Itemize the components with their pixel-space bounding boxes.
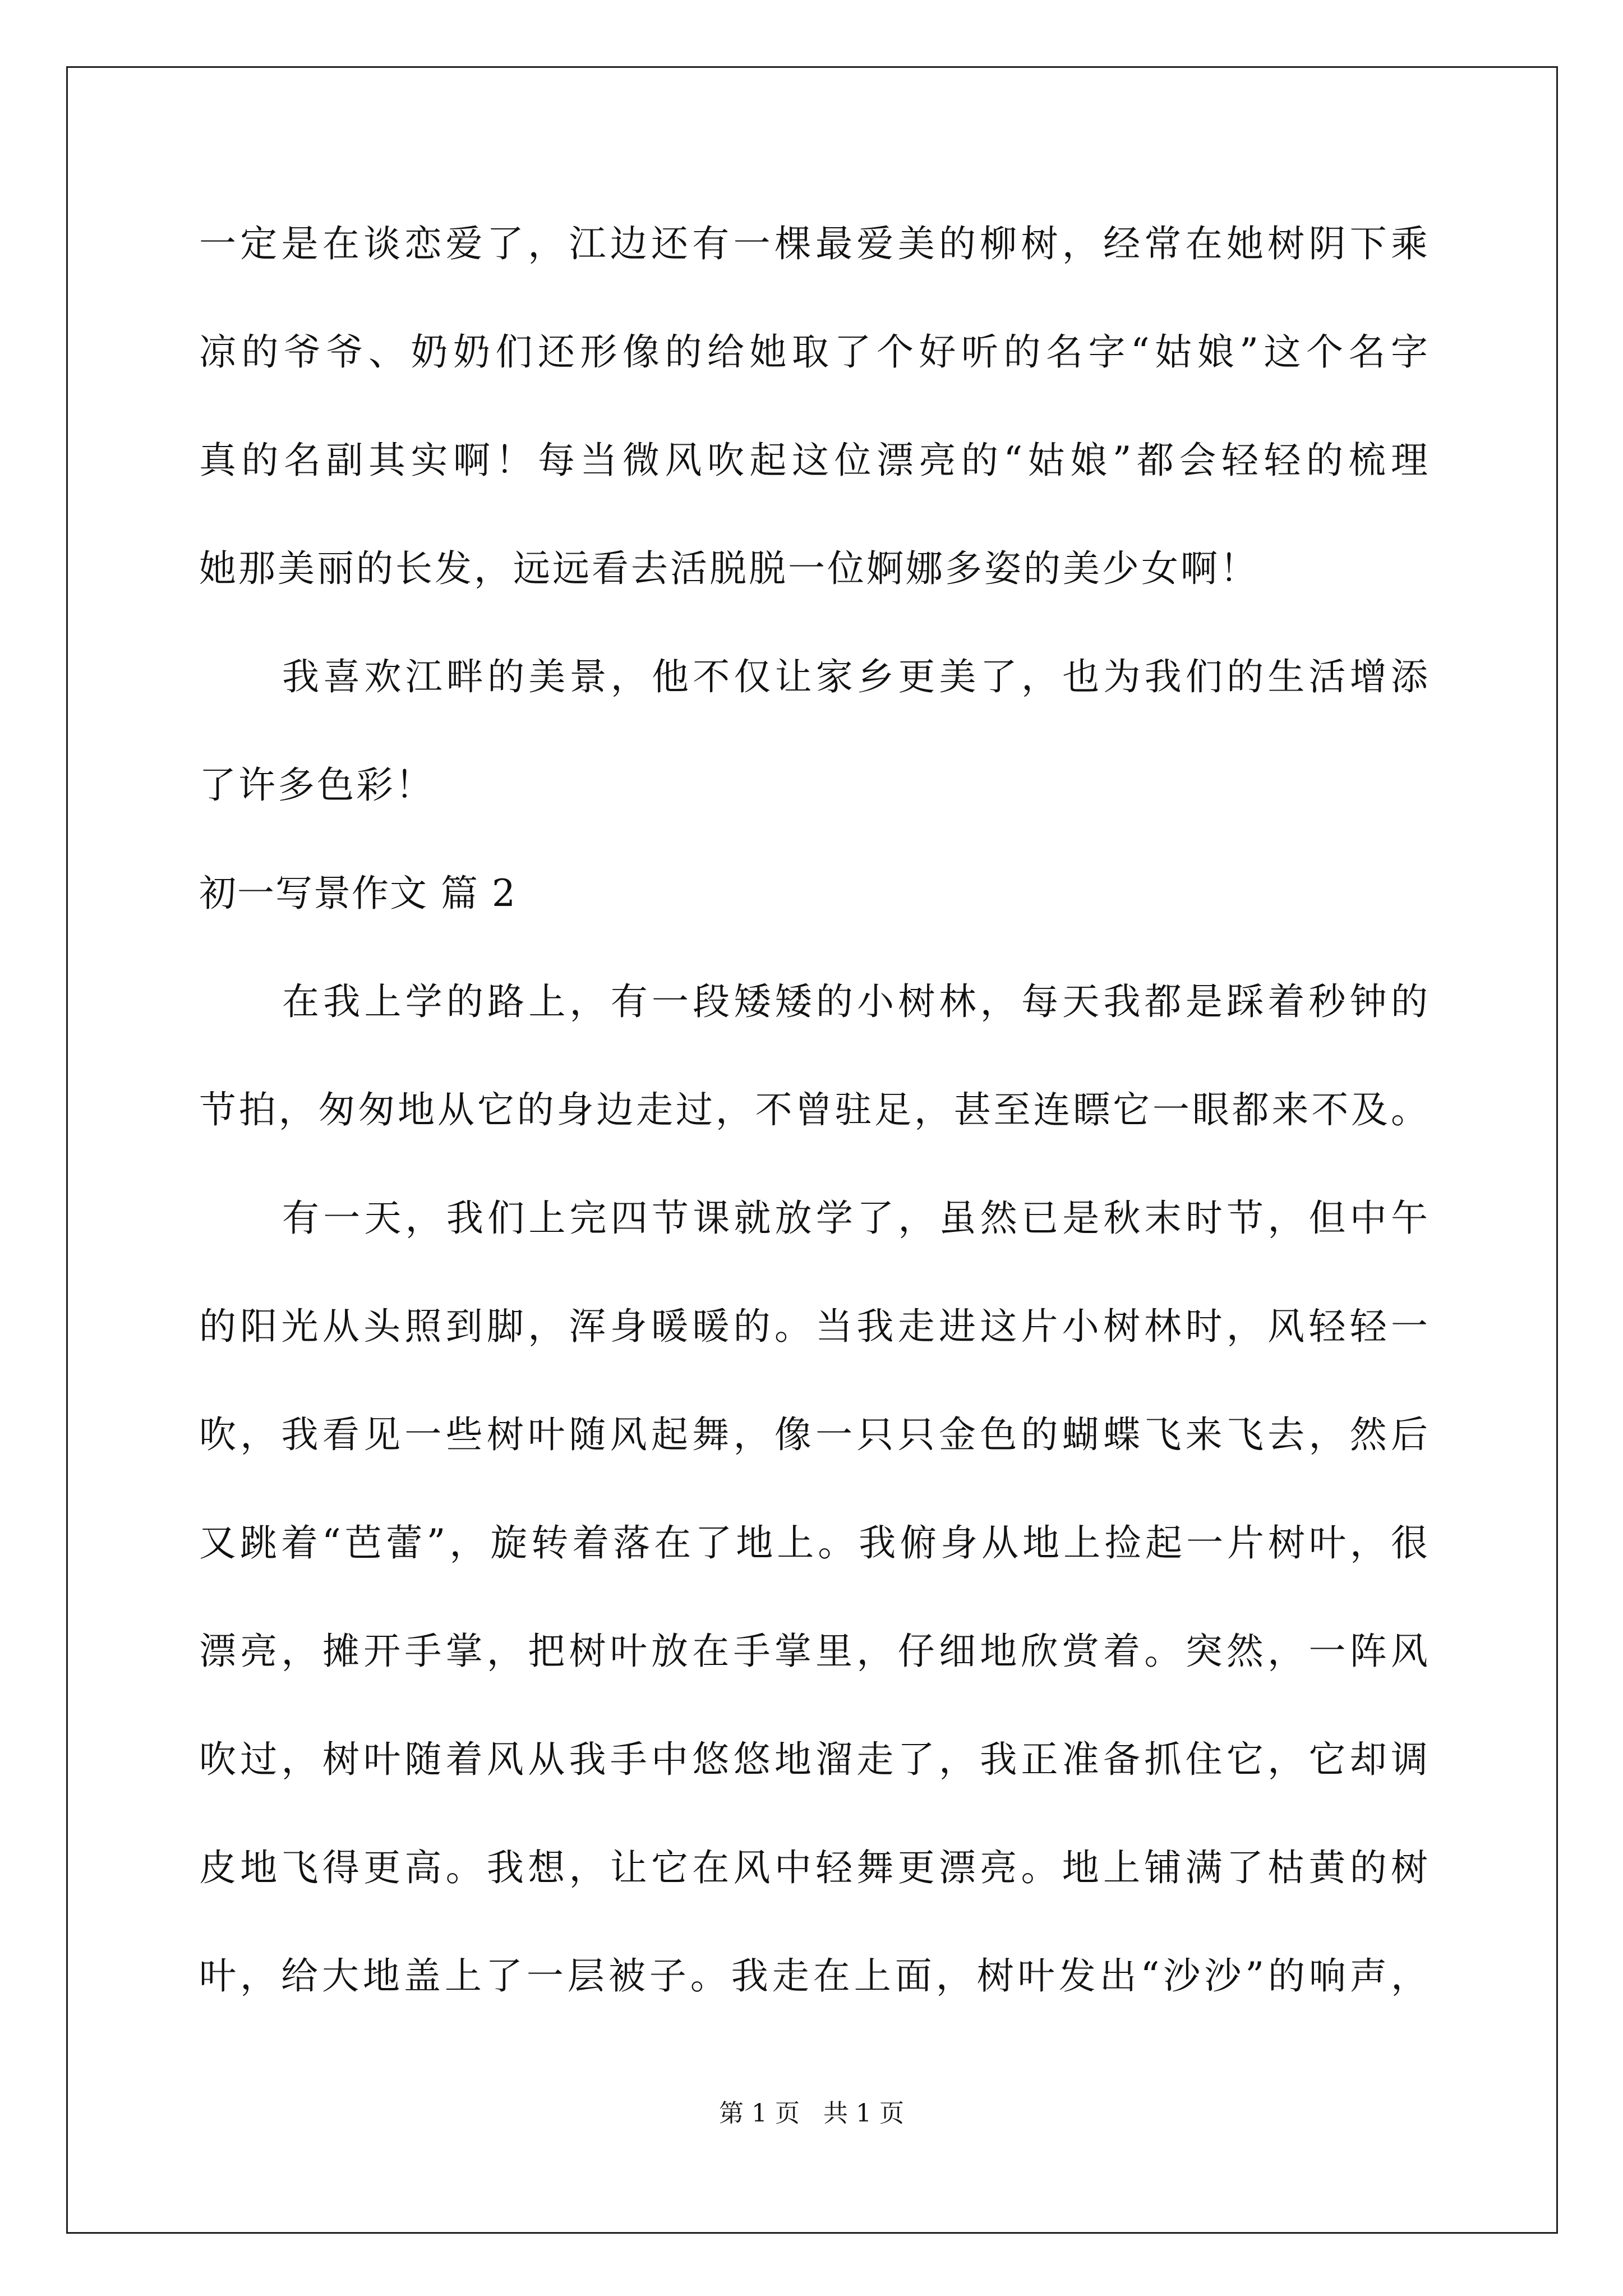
paragraph-line: 吹，我看见一些树叶随风起舞，像一只只金色的蝴蝶飞来飞去，然后 xyxy=(199,1413,1430,1456)
paragraph-line: 一定是在谈恋爱了，江边还有一棵最爱美的柳树，经常在她树阴下乘 xyxy=(199,222,1430,265)
paragraph-line: 凉的爷爷、奶奶们还形像的给她取了个好听的名字“姑娘”这个名字 xyxy=(199,330,1430,374)
paragraph-line: 漂亮，摊开手掌，把树叶放在手掌里，仔细地欣赏着。突然，一阵风 xyxy=(199,1630,1430,1673)
section-heading: 初一写景作文 篇 2 xyxy=(199,872,517,915)
paragraph-line: 了许多色彩！ xyxy=(199,763,435,807)
paragraph-line: 她那美丽的长发，远远看去活脱脱一位婀娜多姿的美少女啊！ xyxy=(199,547,1259,590)
paragraph-line: 节拍，匆匆地从它的身边走过，不曾驻足，甚至连瞟它一眼都来不及。 xyxy=(199,1088,1430,1131)
paragraph-line: 吹过，树叶随着风从我手中悠悠地溜走了，我正准备抓住它，它却调 xyxy=(199,1738,1430,1781)
paragraph-line: 我喜欢江畔的美景，他不仅让家乡更美了，也为我们的生活增添 xyxy=(282,655,1430,698)
paragraph-line: 叶，给大地盖上了一层被子。我走在上面，树叶发出“沙沙”的响声， xyxy=(199,1954,1430,1998)
page-border xyxy=(66,66,1558,2234)
paragraph-line: 皮地飞得更高。我想，让它在风中轻舞更漂亮。地上铺满了枯黄的树 xyxy=(199,1846,1430,1889)
paragraph-line: 真的名副其实啊！每当微风吹起这位漂亮的“姑娘”都会轻轻的梳理 xyxy=(199,439,1430,482)
paragraph-line: 的阳光从头照到脚，浑身暖暖的。当我走进这片小树林时，风轻轻一 xyxy=(199,1305,1430,1348)
page-number-footer: 第 1 页 共 1 页 xyxy=(719,2099,904,2128)
paragraph-line: 在我上学的路上，有一段矮矮的小树林，每天我都是踩着秒钟的 xyxy=(282,980,1430,1023)
paragraph-line: 又跳着“芭蕾”，旋转着落在了地上。我俯身从地上捡起一片树叶，很 xyxy=(199,1521,1430,1565)
paragraph-line: 有一天，我们上完四节课就放学了，虽然已是秋末时节，但中午 xyxy=(282,1197,1430,1240)
